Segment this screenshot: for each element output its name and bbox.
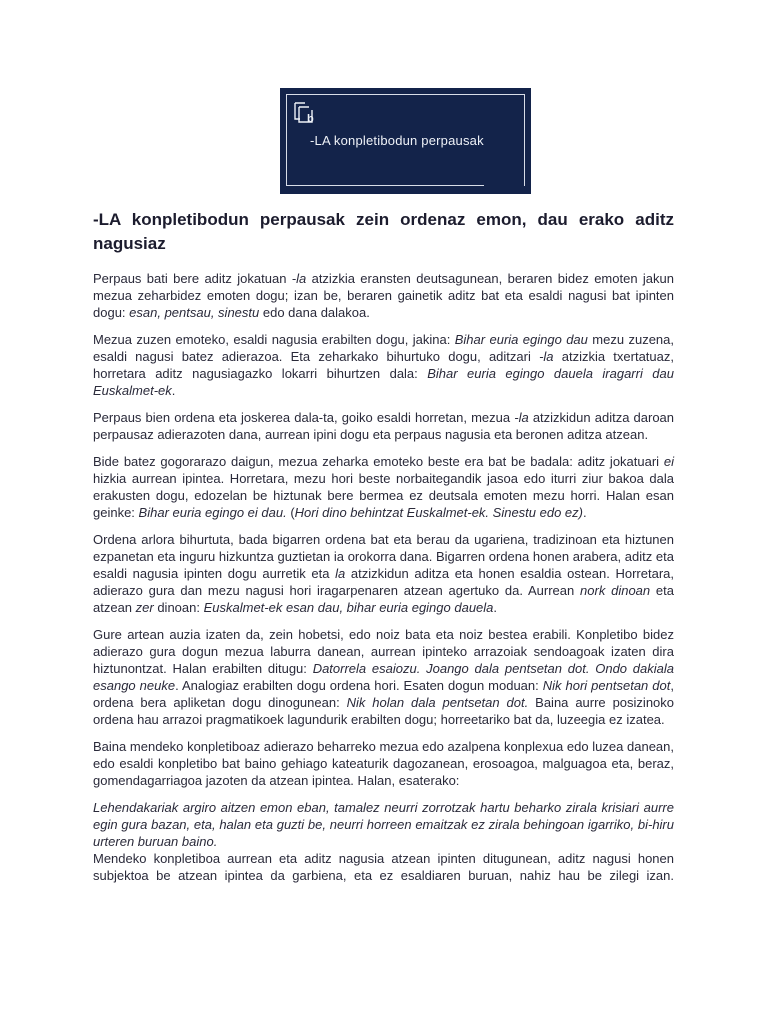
italic-text: Bihar euria egingo dauela iragarri dau Euskalmet-ek bbox=[93, 366, 674, 398]
logo-icon bbox=[292, 100, 322, 130]
banner-frame-line bbox=[286, 185, 484, 186]
logo-letter: b bbox=[307, 113, 314, 125]
italic-text: -la bbox=[291, 271, 307, 286]
text-run: hizkia aurrean ipintea. Horretara, mezu hori beste norbaitegandik jasoa edo iturri ziur bakoa dala erakusten dogu, edozelan be hiztunak bere bermea ez deutsala emoten mezu horri. Halan esan geinke: bbox=[93, 471, 674, 520]
italic-text: -la bbox=[514, 410, 529, 425]
text-run: eta atzean bbox=[93, 583, 674, 615]
text-run: atzizkidun aditza daroan perpausaz adierazoten dana, aurrean ipini dogu eta perpaus nagusia eta beronen aditza atzean. bbox=[93, 410, 675, 442]
text-run: atzizkia txertatuaz, horretara aditz nagusiagazko lokarri bihurtzen dala: bbox=[93, 349, 674, 381]
paragraph bbox=[93, 531, 674, 616]
banner-title: -LA konpletibodun perpausak bbox=[310, 133, 484, 148]
text-run: . bbox=[583, 505, 587, 520]
paragraph bbox=[93, 270, 674, 321]
text-run: atzizkia eransten deutsagunean, beraren bidez emoten jakun mezua zeharbidez emoten dogu; izan be, beraren gainetik aditz bat eta esaldi nagusi bat ipinten dogu: bbox=[93, 271, 674, 320]
italic-text: Euskalmet-ek esan dau, bihar euria egingo dauela bbox=[203, 600, 494, 615]
text-run: mezu zuzena, esaldi nagusi batez adierazoa. Eta zeharkako bihurtuko dogu, aditzari bbox=[93, 332, 674, 364]
text-run: . bbox=[493, 600, 498, 615]
text-run: Perpaus bati bere aditz jokatuan bbox=[93, 271, 292, 286]
italic-text: -la bbox=[539, 349, 554, 364]
italic-text: Nik holan dala pentsetan dot. bbox=[346, 695, 529, 710]
text-run: Mendeko konpletiboa aurrean eta aditz nagusia atzean ipinten ditugunean, aditz nagusi honen subjektoa be atzean ipintea da garbiena, eta ez esaldiaren buruan, nahiz hau be zilegi izan. bbox=[93, 851, 674, 883]
text-run: Bide batez gogorarazo daigun, mezua zeharka emoteko beste era bat be badala: aditz jokatuari bbox=[93, 454, 664, 469]
banner-frame-line bbox=[286, 94, 287, 185]
text-run: Baina mendeko konpletiboaz adierazo beharreko mezua edo azalpena konplexua edo luzea danean, edo esaldi konpletibo bat baino gehiago kateaturik dagozanean, erosoagoa, malguagoa eta, beraz, gomendagarriagoa jazoten da atzean ipintea. Halan, esaterako: bbox=[93, 739, 674, 788]
text-run: Gure artean auzia izaten da, zein hobetsi, edo noiz bata eta noiz bestea erabili. Konpletibo bidez adierazo gura dogun mezua laburra danean, aurrean ipinteko arrazoiak sendoagoak izaten dira hiztunontzat. Halan erabilten ditugu: bbox=[93, 627, 674, 676]
paragraph bbox=[93, 331, 674, 399]
text-run: atzizkidun aditza eta honen esaldia ostean. Horretara, adierazo gura dan mezu nagusi hori iragarpenaren atzean agertuko da. Aurrean bbox=[93, 566, 674, 598]
italic-text: esan, pentsau, sinestu bbox=[129, 305, 260, 320]
text-run: Baina aurre posizinoko ordena hau arrazoi pragmatikoek lagundurik erabilten dogu; horreetariko bat da, luzeegia ez izatea. bbox=[93, 695, 675, 727]
italic-text: Hori dino behintzat Euskalmet-ek. Sinestu edo ez) bbox=[294, 505, 583, 520]
italic-text: Lehendakariak argiro aitzen emon eban, tamalez neurri zorrotzak hartu beharko zirala krisiari aurre egin gura bazan, eta, halan eta guzti be, neurri horreen emaitzak ez zirala behingoan igarriko, bi-hiru urteren buruan baino. bbox=[93, 800, 674, 849]
text-run: . bbox=[171, 383, 176, 398]
text-run: ( bbox=[286, 505, 295, 520]
italic-text: ei bbox=[663, 454, 674, 469]
italic-text: nork dinoan bbox=[580, 583, 651, 598]
quoted-example bbox=[93, 799, 674, 850]
paragraph bbox=[93, 738, 674, 789]
paragraph bbox=[93, 409, 674, 443]
article-heading: -LA konpletibodun perpausak zein ordenaz emon, dau erako aditz nagusiaz bbox=[93, 210, 674, 253]
italic-text: la bbox=[335, 566, 346, 581]
italic-text: zer bbox=[135, 600, 154, 615]
italic-text: Bihar euria egingo dau bbox=[454, 332, 588, 347]
text-run: Mezua zuzen emoteko, esaldi nagusia erabilten dogu, jakina: bbox=[93, 332, 455, 347]
article-body bbox=[93, 208, 674, 894]
paragraph bbox=[93, 626, 674, 728]
text-run: edo dana dalakoa. bbox=[259, 305, 370, 320]
text-run: Ordena arlora bihurtuta, bada bigarren ordena bat eta berau da ugariena, tradizinoan eta hiztunen ezpanetan eta inguru hizkuntza guztietan ia orokorra dana. Bigarren ordena honen arabera, aditz eta esaldi nagusia ipinten dogu aurretik eta bbox=[93, 532, 674, 581]
header-banner bbox=[280, 88, 531, 194]
paragraph bbox=[93, 850, 674, 884]
paragraph bbox=[93, 453, 674, 521]
italic-text: Bihar euria egingo ei dau. bbox=[138, 505, 287, 520]
text-run: . Analogiaz erabilten dogu ordena hori. Esaten dogun moduan: bbox=[175, 678, 543, 693]
italic-text: Datorrela esaiozu. Joango dala pentsetan dot. Ondo dakiala esango neuke bbox=[93, 661, 675, 693]
italic-text: Nik hori pentsetan dot bbox=[542, 678, 671, 693]
text-run: dinoan: bbox=[153, 600, 204, 615]
text-run: , ordena bera apliketan dogu dinogunean: bbox=[93, 678, 674, 710]
text-run: Perpaus bien ordena eta joskerea dala-ta, goiko esaldi horretan, mezua bbox=[93, 410, 515, 425]
